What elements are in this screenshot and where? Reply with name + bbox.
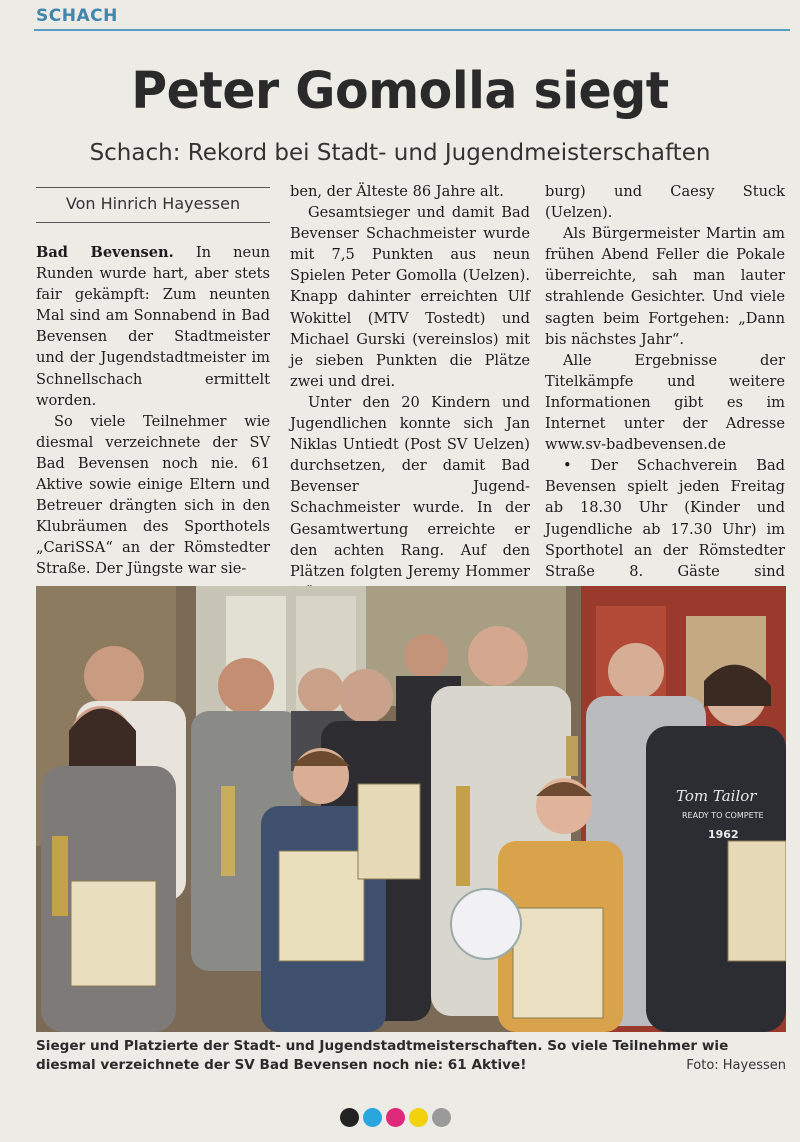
section-rubric: SCHACH <box>36 6 118 26</box>
group-photo-illustration <box>36 586 786 1032</box>
lead-text: In neun Runden wurde hart, aber stets fair gekämpft: Zum neunten Mal sind am Sonnabend in Bad Bevensen der Stadtmeister und der Jugendstadtmeister im Schnellschach ermittelt worden. <box>36 244 270 409</box>
registration-dot-yellow <box>409 1108 428 1127</box>
registration-dot-gray <box>432 1108 451 1127</box>
article-paragraph: Gesamtsieger und damit Bad Bevenser Schachmeister wurde mit 7,5 Punkten aus neun Spielen Peter Gomolla (Uelzen). Knapp dahinter erreichten Ulf Wokittel (MTV Tostedt) und Michael Gurski (vereinslos) mit je sieben Punkten die Plätze zwei und drei. <box>290 204 530 390</box>
article-paragraph <box>36 242 270 411</box>
info-box-paragraph: • Der Schachverein Bad Bevensen spielt jeden Freitag ab 18.30 Uhr (Kinder und Jugendliche ab 17.30 Uhr) im Sporthotel an der Römstedter Straße 8. Gäste sind <box>545 457 785 580</box>
dateline: Bad Bevensen. <box>36 244 174 261</box>
subheadline: Schach: Rekord bei Stadt- und Jugendmeisterschaften <box>89 140 711 166</box>
group-photo <box>36 586 786 1032</box>
headline: Peter Gomolla siegt <box>131 62 669 121</box>
byline-rule-bottom <box>36 222 270 223</box>
registration-dot-cyan <box>363 1108 382 1127</box>
byline-rule-top <box>36 187 270 188</box>
article-paragraph: Unter den 20 Kindern und Jugendlichen konnte sich Jan Niklas Untiedt (Post SV Uelzen) durchsetzen, der damit Bad Bevenser Jugend-Schachmeister wurde. In der Gesamtwertung erreichte er den achten Rang. Auf den Plätzen folgten Jeremy Hommer <box>290 393 530 580</box>
article-column-1 <box>36 242 270 580</box>
photo-caption: Sieger und Platzierte der Stadt- und Jugendstadtmeisterschaften. So viele Teilnehmer wie diesmal verzeichnete der SV Bad Bevensen noch nie: 61 Aktive! <box>36 1038 729 1073</box>
rubric-rule <box>34 29 790 31</box>
shirt-print-brand: Tom Tailor <box>676 787 757 805</box>
article-paragraph: So viele Teilnehmer wie diesmal verzeichnete der SV Bad Bevensen noch nie. 61 Aktive sowie einige Eltern und Betreuer drängten sich in den Klubräumen des Sporthotels „CariSSA“ an der Römstedter Straße. Der Jüngste war sie- <box>36 412 270 578</box>
registration-dot-magenta <box>386 1108 405 1127</box>
shirt-print-year: 1962 <box>708 828 739 841</box>
article-paragraph: ben, der Älteste 86 Jahre alt. <box>290 183 504 200</box>
article-column-3 <box>545 181 785 603</box>
photo-credit: Foto: Hayessen <box>686 1058 786 1073</box>
article-paragraph: burg) und Caesy Stuck (Uelzen). <box>545 183 785 222</box>
article-paragraph: Alle Ergebnisse der Titelkämpfe und weitere Informationen gibt es im Internet unter der Adresse www.sv-badbevensen.de <box>545 351 785 454</box>
article-column-2 <box>290 181 530 603</box>
article-paragraph: Als Bürgermeister Martin am frühen Abend Feller die Pokale überreichte, sah man lauter strahlende Gesichter. Und viele sagten beim Fortgehen: „Dann bis nächstes Jahr“. <box>545 225 785 348</box>
registration-marks <box>340 1108 451 1127</box>
byline: Von Hinrich Hayessen <box>65 194 241 213</box>
shirt-print-slogan: READY TO COMPETE <box>682 811 764 820</box>
registration-dot-black <box>340 1108 359 1127</box>
